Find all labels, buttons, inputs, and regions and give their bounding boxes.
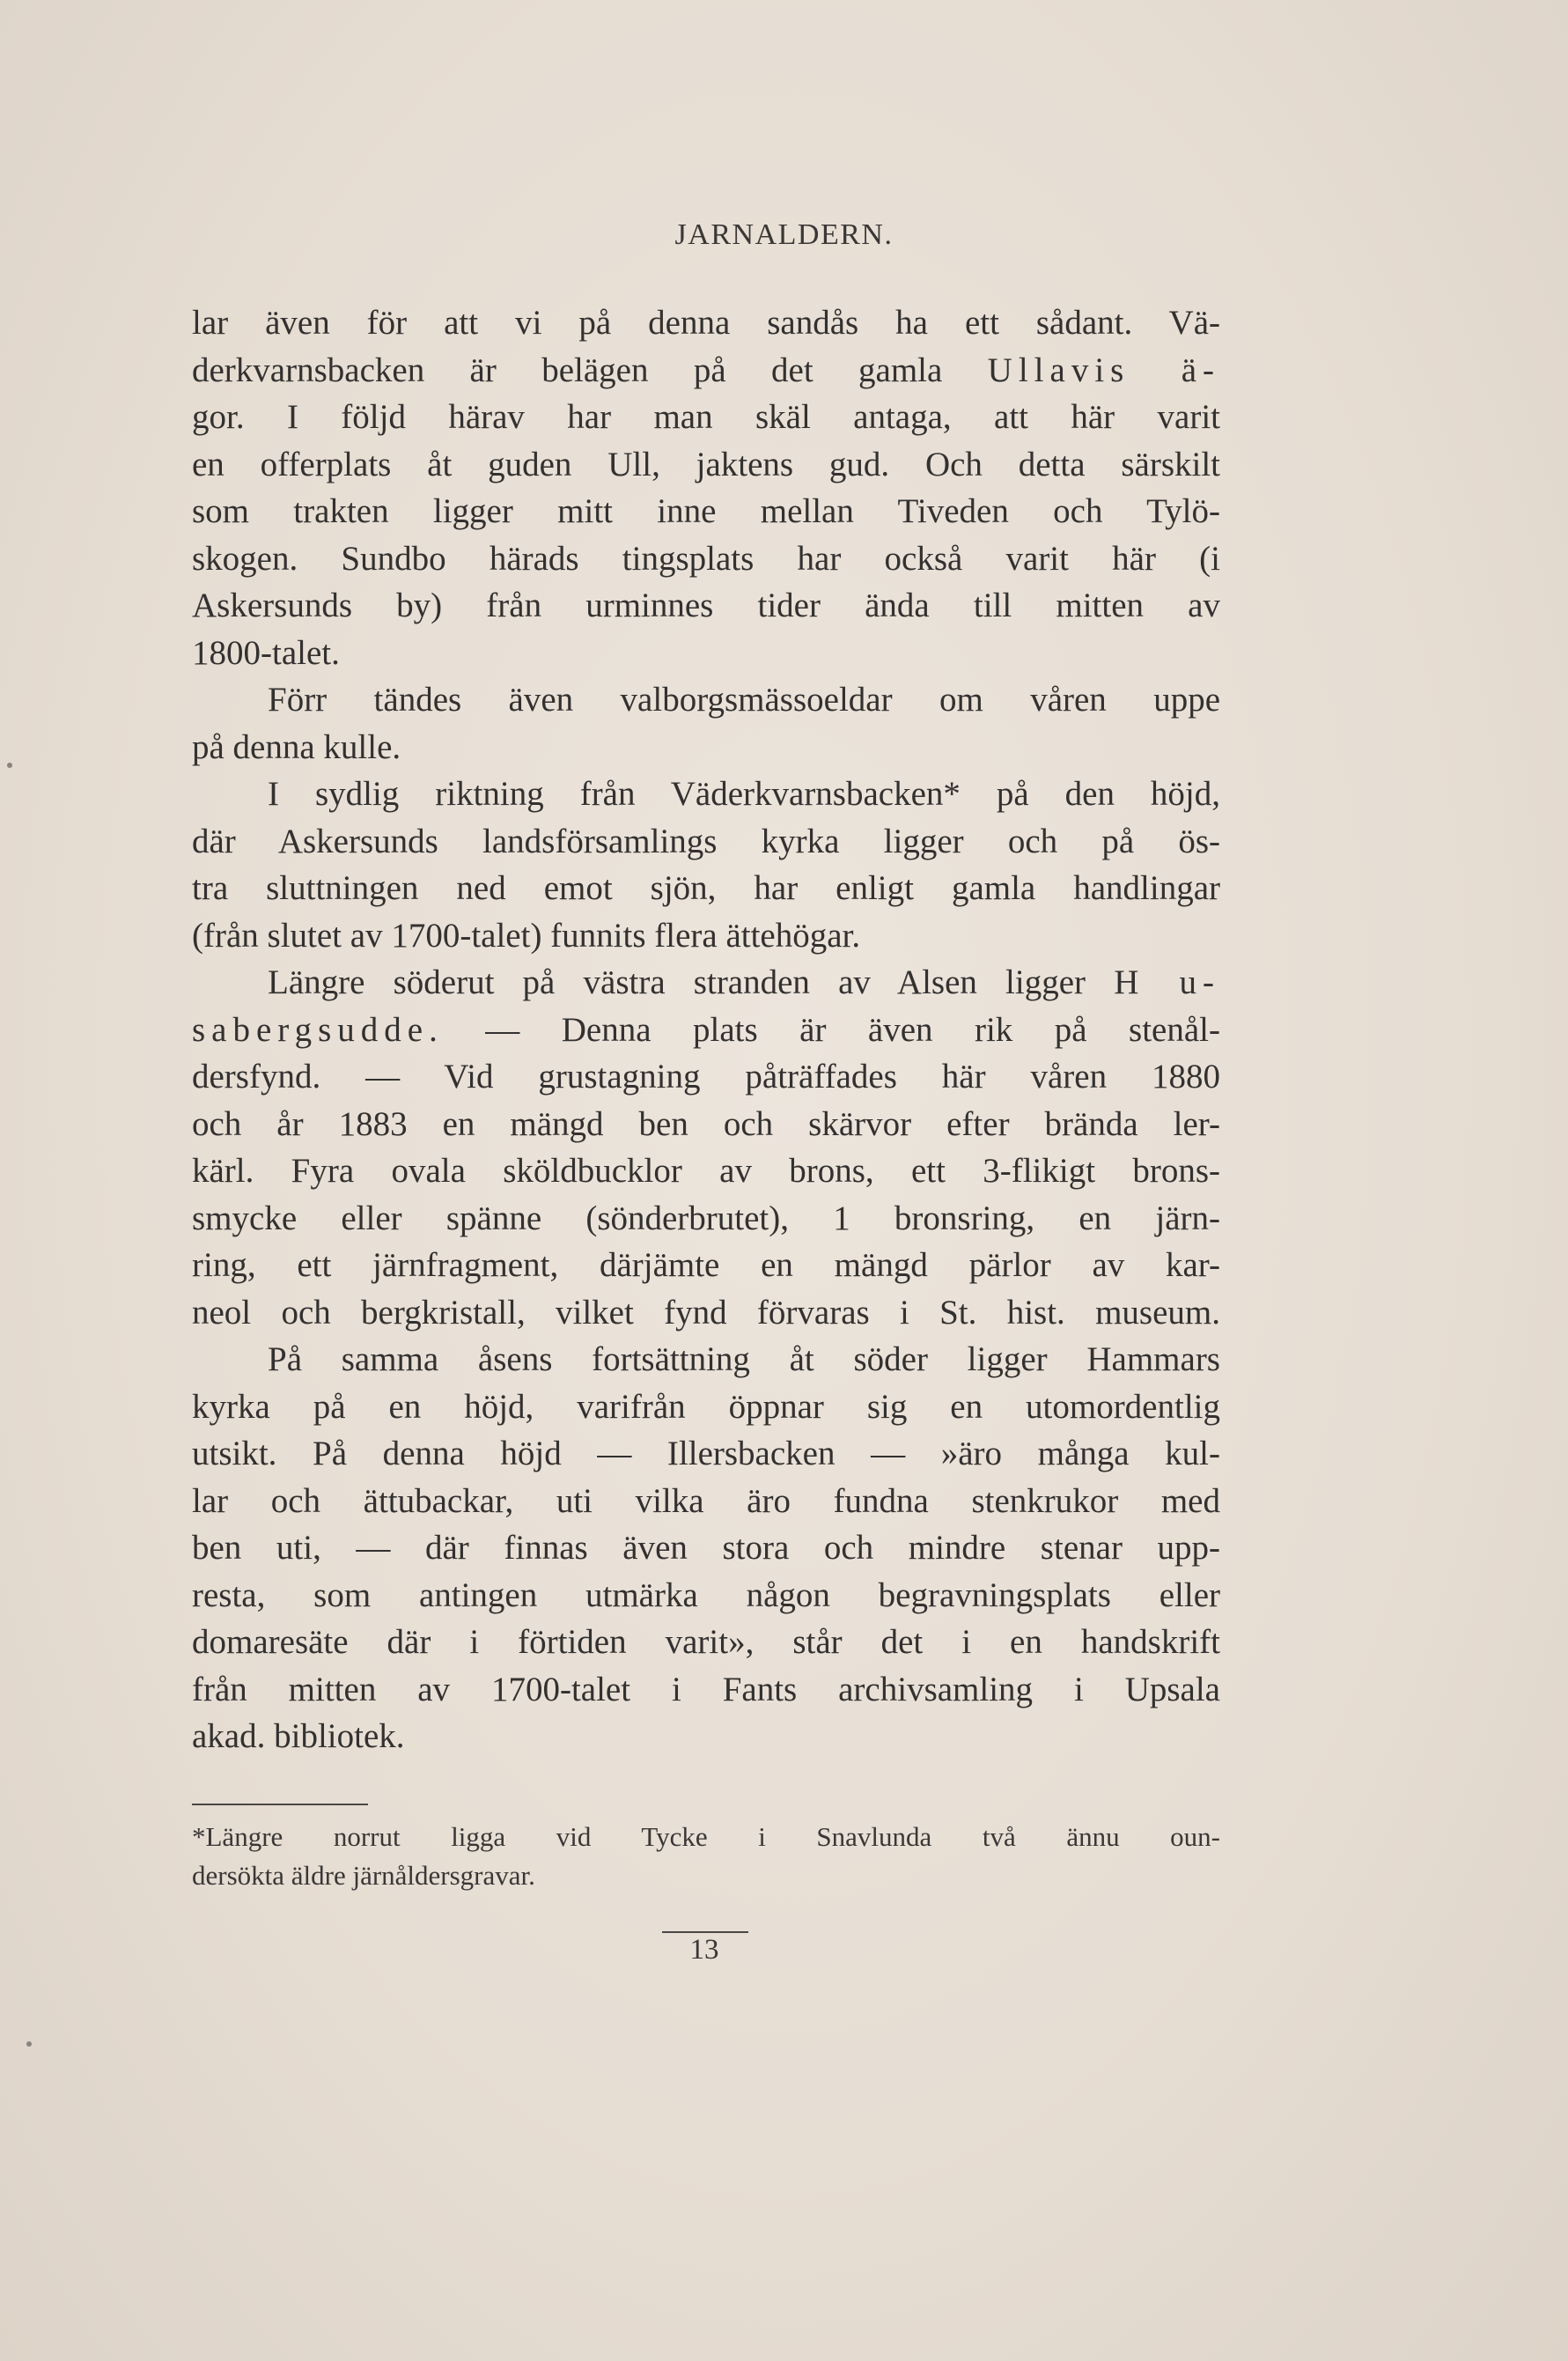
running-head: JARNALDERN. [674, 218, 894, 251]
text-line: lar även för att vi på denna sandås ha ett sådant. Vä- [192, 304, 1220, 342]
text-line: och år 1883 en mängd ben och skärvor efter brända ler- [192, 1104, 1220, 1143]
spaced-name: H u- [1114, 963, 1221, 1001]
text-line: på denna kulle. [192, 727, 401, 766]
spaced-name: Ullavis ä- [987, 350, 1220, 389]
text-line: I sydlig riktning från Väderkvarnsbacken* på den höjd, [268, 775, 1220, 813]
text-line: gor. I följd härav har man skäl antaga, att här varit [192, 398, 1220, 436]
footnote-divider [192, 1804, 368, 1805]
text-line: ben uti, — där finnas även stora och mindre stenar upp- [192, 1529, 1220, 1567]
text-line: lar och ättubackar, uti vilka äro fundna stenkrukor med [192, 1481, 1220, 1520]
footnote [192, 1818, 1220, 1895]
text-line: neol och bergkristall, vilket fynd förvaras i St. hist. museum. [192, 1293, 1220, 1332]
text-line: derkvarnsbacken är belägen på det gamla Ullavis ä- [192, 350, 1220, 389]
text-line: en offerplats åt guden Ull, jaktens gud. Och detta särskilt [192, 445, 1220, 483]
text-line: resta, som antingen utmärka någon begravningsplats eller [192, 1575, 1220, 1614]
spaced-name: sabergsudde. [192, 1010, 444, 1049]
text-line: akad. bibliotek. [192, 1717, 405, 1755]
footnote-line: *Längre norrut ligga vid Tycke i Snavlunda två ännu oun- [192, 1821, 1220, 1852]
text-line: där Askersunds landsförsamlings kyrka ligger och på ös- [192, 822, 1220, 860]
text-line: (från slutet av 1700-talet) funnits flera ättehögar. [192, 916, 861, 955]
text-line: dersfynd. — Vid grustagning påträffades här våren 1880 [192, 1058, 1220, 1096]
text-line: kyrka på en höjd, varifrån öppnar sig en utomordentlig [192, 1387, 1220, 1426]
text-line: sabergsudde. — Denna plats är även rik på stenål- [192, 1010, 1220, 1049]
text-line: tra sluttningen ned emot sjön, har enligt gamla handlingar [192, 869, 1220, 907]
text-line: smycke eller spänne (sönderbrutet), 1 bronsring, en järn- [192, 1199, 1220, 1237]
text-line: 1800-talet. [192, 633, 340, 672]
text-line: kärl. Fyra ovala sköldbucklor av brons, ett 3-flikigt brons- [192, 1152, 1220, 1190]
page-number-rule [662, 1931, 748, 1933]
text-line: som trakten ligger mitt inne mellan Tiveden och Tylö- [192, 492, 1220, 530]
text-line: från mitten av 1700-talet i Fants archivsamling i Upsala [192, 1670, 1220, 1708]
text-line: Förr tändes även valborgsmässoeldar om våren uppe [268, 681, 1220, 719]
text-line: ring, ett järnfragment, därjämte en mängd pärlor av kar- [192, 1246, 1220, 1284]
footnote-line: dersökta äldre järnåldersgravar. [192, 1860, 535, 1891]
paper-speck [7, 763, 12, 768]
text-line: Askersunds by) från urminnes tider ända till mitten av [192, 587, 1220, 624]
paper-speck [26, 2041, 32, 2047]
text-line: På samma åsens fortsättning åt söder ligger Hammars [268, 1340, 1220, 1378]
text-line: Längre söderut på västra stranden av Alsen ligger H u- [268, 963, 1221, 1001]
text-line: skogen. Sundbo härads tingsplats har också varit här (i [192, 539, 1220, 578]
text-line: utsikt. På denna höjd — Illersbacken — »äro många kul- [192, 1435, 1220, 1472]
body-text [192, 299, 1220, 1760]
text-line: domaresäte där i förtiden varit», står det i en handskrift [192, 1623, 1220, 1661]
page-number: 13 [689, 1934, 719, 1966]
